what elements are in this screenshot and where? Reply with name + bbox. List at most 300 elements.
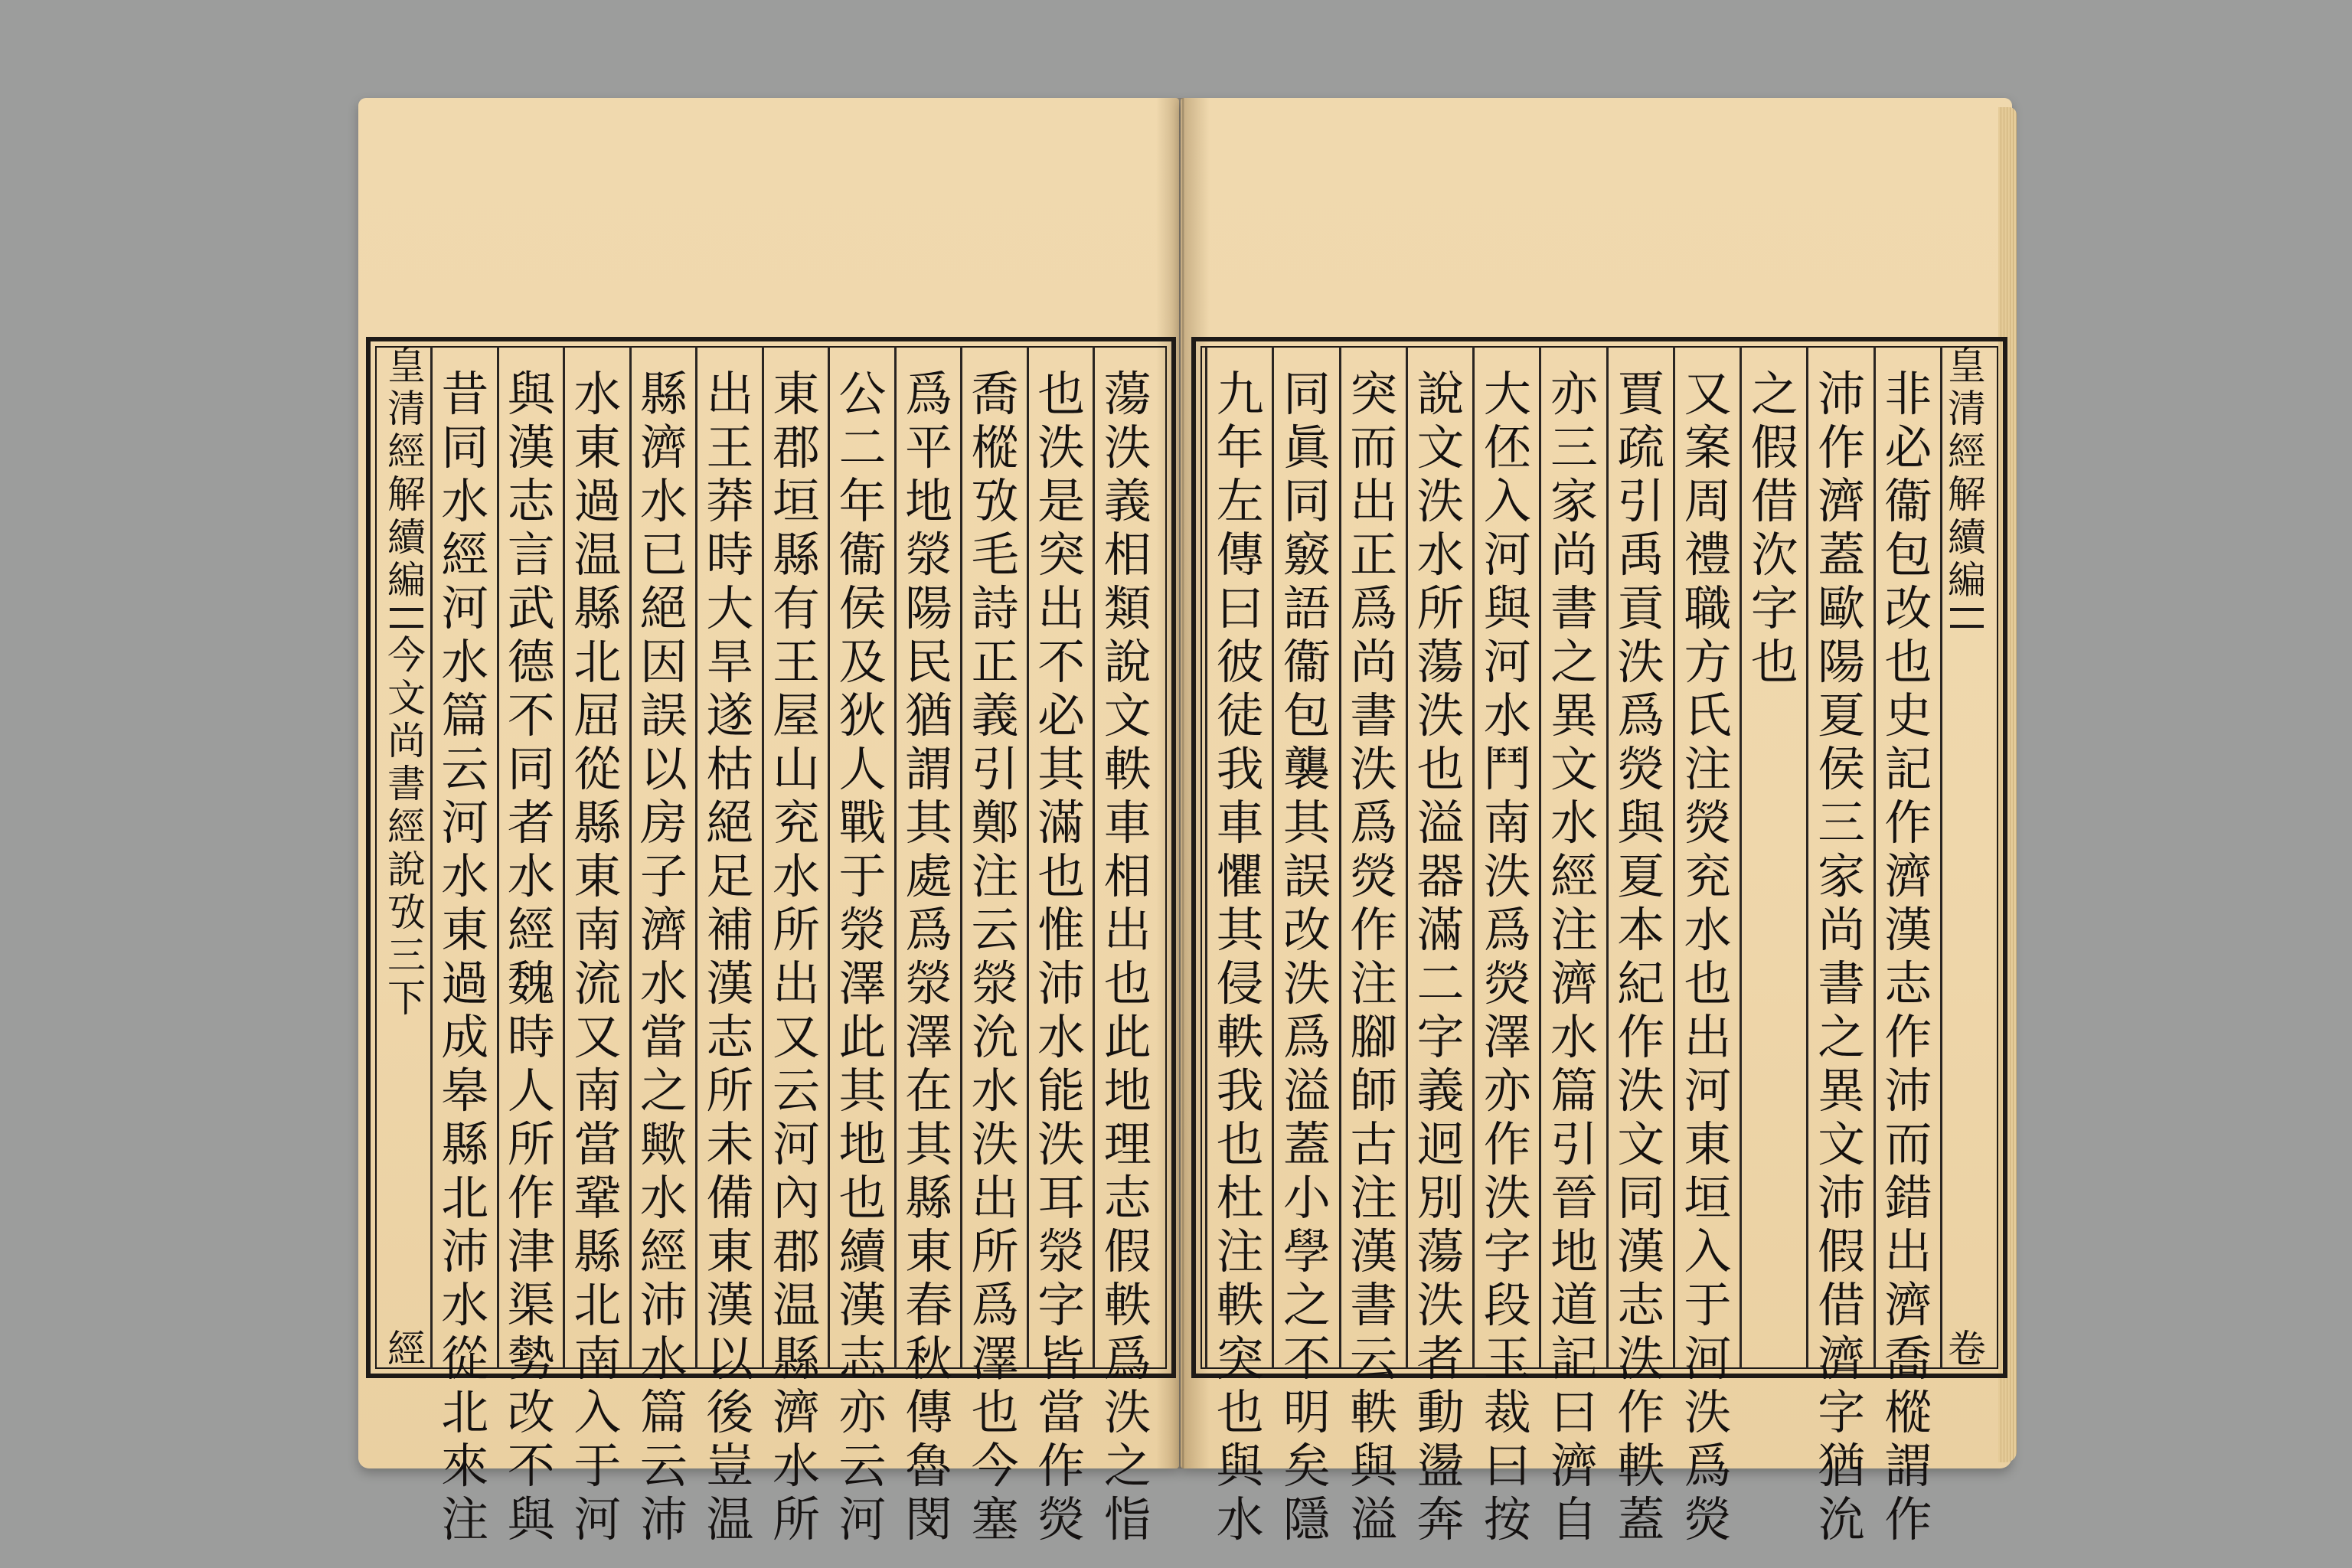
text-column [763, 366, 830, 1547]
glyph: 詩 [971, 580, 1019, 636]
glyph: 蕩 [1103, 366, 1152, 422]
glyph: 熒 [1684, 1491, 1732, 1547]
glyph: 耳 [1037, 1170, 1086, 1226]
glyph: 引 [1617, 473, 1665, 529]
glyph: 篇 [639, 1384, 688, 1440]
glyph: 北 [573, 634, 622, 690]
glyph: 志 [507, 473, 555, 529]
glyph: 矣 [1282, 1438, 1331, 1494]
glyph: 當 [573, 1116, 622, 1172]
glyph: 作 [1617, 1384, 1665, 1440]
glyph: 晉 [1550, 1170, 1598, 1226]
glyph: 入 [1483, 473, 1531, 529]
glyph: 濟 [1550, 1438, 1598, 1494]
glyph: 歐 [1818, 580, 1866, 636]
glyph: 地 [1550, 1223, 1598, 1279]
glyph: 夏 [1818, 688, 1866, 743]
text-column [1474, 366, 1540, 1547]
glyph: 泆 [1483, 848, 1531, 904]
glyph: 所 [971, 1223, 1019, 1279]
glyph: 裁 [1483, 1384, 1531, 1440]
glyph: 經 [1948, 430, 1986, 474]
glyph: 所 [1416, 580, 1465, 636]
glyph: 言 [507, 527, 555, 583]
glyph: 又 [573, 1009, 622, 1065]
glyph: 時 [507, 1009, 555, 1065]
glyph: 惟 [1037, 902, 1086, 958]
glyph: 秋 [905, 1331, 953, 1387]
glyph: 經 [639, 1223, 688, 1279]
glyph: 出 [772, 956, 820, 1011]
glyph: 亦 [1550, 366, 1598, 422]
glyph: 出 [1037, 580, 1086, 636]
glyph: 閔 [905, 1491, 953, 1547]
glyph: 河 [1483, 527, 1531, 583]
glyph: 泆 [1037, 1116, 1086, 1172]
glyph: 于 [1684, 1277, 1732, 1333]
glyph: 作 [1350, 902, 1398, 958]
glyph: 文 [1550, 741, 1598, 797]
glyph: 明 [1282, 1384, 1331, 1440]
glyph: 澤 [971, 1331, 1019, 1387]
glyph: 遂 [706, 688, 754, 743]
glyph: 曰 [1483, 1438, 1531, 1494]
glyph: 入 [573, 1384, 622, 1440]
glyph: 爲 [1103, 1331, 1152, 1387]
glyph: 蓋 [1617, 1491, 1665, 1547]
glyph: 水 [1550, 795, 1598, 851]
glyph: 注 [441, 1491, 489, 1547]
glyph: 兖 [1684, 848, 1732, 904]
glyph: 以 [706, 1331, 754, 1387]
glyph: 魏 [507, 956, 555, 1011]
glyph: 勢 [507, 1331, 555, 1387]
glyph: 義 [1103, 473, 1152, 529]
glyph: 伾 [1483, 420, 1531, 475]
glyph: 小 [1282, 1170, 1331, 1226]
glyph: 注 [1216, 1223, 1264, 1279]
glyph: 大 [706, 580, 754, 636]
glyph: 三 [387, 933, 426, 978]
glyph: 借 [1818, 1277, 1866, 1333]
glyph: 也 [1750, 634, 1798, 690]
glyph: 蓋 [1282, 1116, 1331, 1172]
glyph: 也 [971, 1384, 1019, 1440]
glyph: 也 [1216, 1116, 1264, 1172]
glyph: 軼 [1103, 741, 1152, 797]
glyph: 泆 [1037, 420, 1086, 475]
glyph: 云 [1350, 1331, 1398, 1387]
glyph: 亦 [1483, 1063, 1531, 1119]
glyph: 熒 [1350, 848, 1398, 904]
glyph: 衞 [1884, 473, 1932, 529]
glyph: 續 [387, 515, 426, 560]
glyph: 襲 [1282, 741, 1331, 797]
glyph: 皇 [387, 344, 426, 388]
glyph: 記 [1884, 741, 1932, 797]
glyph: 東 [772, 366, 820, 422]
glyph: 濟 [639, 902, 688, 958]
glyph: 改 [507, 1384, 555, 1440]
glyph: 彼 [1216, 634, 1264, 690]
glyph: 水 [1550, 1009, 1598, 1065]
glyph: 縣 [639, 366, 688, 422]
glyph: 解 [1948, 472, 1986, 517]
glyph: 水 [1416, 527, 1465, 583]
glyph: 南 [573, 1063, 622, 1119]
glyph: 河 [441, 795, 489, 851]
glyph: 人 [838, 741, 887, 797]
glyph: 語 [1282, 580, 1331, 636]
glyph: 鬥 [1483, 741, 1531, 797]
glyph: 之 [1103, 1438, 1152, 1494]
glyph: 篇 [441, 688, 489, 743]
glyph: 攷 [971, 473, 1019, 529]
text-column [1674, 366, 1741, 1547]
glyph: 尚 [1818, 902, 1866, 958]
glyph: 左 [1216, 473, 1264, 529]
glyph: 是 [1037, 473, 1086, 529]
glyph: 泆 [1483, 1170, 1531, 1226]
glyph: 其 [1037, 741, 1086, 797]
glyph: 漢 [706, 956, 754, 1011]
glyph: 經 [387, 805, 426, 849]
glyph: 當 [639, 1009, 688, 1065]
glyph: 謂 [905, 741, 953, 797]
glyph: 爲 [1617, 688, 1665, 743]
glyph: 清 [1948, 387, 1986, 431]
glyph: 必 [1884, 420, 1932, 475]
glyph: 于 [573, 1438, 622, 1494]
glyph: 云 [639, 1438, 688, 1494]
glyph: 注 [1684, 741, 1732, 797]
glyph: 書 [1550, 580, 1598, 636]
glyph: 春 [905, 1277, 953, 1333]
glyph: 本 [1617, 902, 1665, 958]
glyph: 作 [1617, 1009, 1665, 1065]
glyph: 與 [507, 1491, 555, 1547]
glyph: 同 [1282, 473, 1331, 529]
glyph: 陽 [1818, 634, 1866, 690]
glyph: 于 [838, 848, 887, 904]
glyph: 備 [706, 1170, 754, 1226]
glyph: 腳 [1350, 1009, 1398, 1065]
glyph: 段 [1483, 1277, 1531, 1333]
glyph: 云 [441, 741, 489, 797]
glyph: 其 [905, 1116, 953, 1172]
glyph: 濟 [639, 420, 688, 475]
glyph: 房 [639, 795, 688, 851]
glyph: 水 [639, 1331, 688, 1387]
glyph: 文 [1818, 1116, 1866, 1172]
glyph: 軼 [1617, 1438, 1665, 1494]
glyph: 同 [1282, 366, 1331, 422]
glyph: 懼 [1216, 848, 1264, 904]
glyph: 東 [441, 902, 489, 958]
glyph: 又 [1684, 366, 1732, 422]
glyph: 之 [1550, 634, 1598, 690]
glyph: 三 [1550, 420, 1598, 475]
glyph: 師 [1350, 1063, 1398, 1119]
text-column [1028, 366, 1095, 1547]
glyph: 出 [1684, 1009, 1732, 1065]
glyph: 作 [1884, 795, 1932, 851]
glyph: 此 [1103, 1009, 1152, 1065]
glyph: 引 [971, 741, 1019, 797]
glyph: 其 [1282, 795, 1331, 851]
glyph: 狄 [838, 688, 887, 743]
glyph: 之 [1750, 366, 1798, 422]
glyph: 滎 [971, 956, 1019, 1011]
glyph: 義 [971, 688, 1019, 743]
glyph: 水 [1483, 688, 1531, 743]
glyph: 縣 [573, 795, 622, 851]
glyph: 相 [1103, 527, 1152, 583]
glyph: 沛 [1818, 1170, 1866, 1226]
glyph: 泆 [1617, 1063, 1665, 1119]
glyph: 熒 [1684, 795, 1732, 851]
glyph: 曰 [1550, 1384, 1598, 1440]
glyph: 水 [971, 1063, 1019, 1119]
glyph: 武 [507, 580, 555, 636]
glyph: 河 [1684, 1331, 1732, 1387]
glyph: 滿 [1037, 795, 1086, 851]
glyph: 泆 [971, 1116, 1019, 1172]
glyph: 未 [706, 1116, 754, 1172]
glyph: 注 [1550, 902, 1598, 958]
glyph: 温 [573, 527, 622, 583]
glyph: 正 [971, 634, 1019, 690]
glyph: 志 [1103, 1170, 1152, 1226]
glyph: 出 [1350, 473, 1398, 529]
glyph: 作 [507, 1170, 555, 1226]
glyph: 字 [1416, 1009, 1465, 1065]
glyph: 史 [1884, 688, 1932, 743]
glyph: 書 [1818, 956, 1866, 1011]
glyph: 水 [441, 634, 489, 690]
glyph: 盪 [1416, 1438, 1465, 1494]
glyph: 人 [507, 1063, 555, 1119]
glyph: 爲 [1483, 902, 1531, 958]
glyph: 今 [387, 633, 426, 678]
glyph: 貢 [1617, 580, 1665, 636]
glyph: 續 [1948, 515, 1986, 560]
glyph: 東 [1684, 1116, 1732, 1172]
glyph: 與 [507, 366, 555, 422]
glyph: 所 [772, 1491, 820, 1547]
glyph: 我 [1216, 1063, 1264, 1119]
glyph: 泆 [1617, 634, 1665, 690]
glyph: 濟 [1884, 848, 1932, 904]
glyph: 從 [573, 741, 622, 797]
glyph: 戰 [838, 795, 887, 851]
glyph: 車 [1103, 795, 1152, 851]
glyph: 縣 [772, 1331, 820, 1387]
glyph: 非 [1884, 366, 1932, 422]
glyph: 昔 [441, 366, 489, 422]
glyph: 也 [1216, 1384, 1264, 1440]
fishtail-mark [390, 608, 423, 628]
text-column [631, 366, 697, 1547]
glyph: 與 [1216, 1438, 1264, 1494]
glyph: 絕 [706, 795, 754, 851]
glyph: 而 [1350, 420, 1398, 475]
glyph: 文 [387, 676, 426, 720]
glyph: 相 [1103, 848, 1152, 904]
glyph: 水 [441, 1277, 489, 1333]
glyph: 編 [387, 558, 426, 603]
glyph: 奔 [1416, 1491, 1465, 1547]
glyph: 與 [1350, 1438, 1398, 1494]
glyph: 書 [1350, 1277, 1398, 1333]
margin-title [381, 345, 432, 1370]
glyph: 屋 [772, 688, 820, 743]
glyph: 與 [1483, 580, 1531, 636]
glyph: 云 [772, 1063, 820, 1119]
glyph: 異 [1818, 1063, 1866, 1119]
glyph: 滎 [905, 527, 953, 583]
glyph: 水 [639, 1170, 688, 1226]
glyph: 編 [1948, 558, 1986, 603]
glyph: 經 [387, 430, 426, 474]
glyph: 鄭 [971, 795, 1019, 851]
glyph: 蕩 [1416, 1223, 1465, 1279]
glyph: 河 [838, 1491, 887, 1547]
glyph: 泆 [1416, 688, 1465, 743]
glyph: 攷 [387, 890, 426, 935]
glyph: 解 [387, 472, 426, 517]
glyph: 漢 [706, 1277, 754, 1333]
glyph: 漢 [1617, 1223, 1665, 1279]
glyph: 已 [639, 527, 688, 583]
glyph: 樅 [971, 420, 1019, 475]
glyph: 字 [1037, 1277, 1086, 1333]
glyph: 同 [441, 420, 489, 475]
glyph: 案 [1684, 420, 1732, 475]
text-column [498, 366, 565, 1547]
fishtail-mark [1950, 608, 1984, 628]
glyph: 家 [1550, 473, 1598, 529]
glyph: 鞏 [573, 1170, 622, 1226]
glyph: 突 [1350, 366, 1398, 422]
glyph: 之 [1282, 1277, 1331, 1333]
glyph: 喬 [1884, 1331, 1932, 1387]
glyph: 縣 [772, 527, 820, 583]
glyph: 漢 [1350, 1223, 1398, 1279]
glyph: 志 [1617, 1277, 1665, 1333]
glyph: 濟 [1818, 1331, 1866, 1387]
glyph: 東 [573, 420, 622, 475]
glyph: 豈 [706, 1438, 754, 1494]
glyph: 平 [905, 420, 953, 475]
glyph: 猶 [905, 688, 953, 743]
glyph: 所 [772, 902, 820, 958]
glyph: 包 [1884, 527, 1932, 583]
glyph: 水 [639, 956, 688, 1011]
glyph: 尚 [387, 719, 426, 763]
glyph: 說 [1103, 634, 1152, 690]
glyph: 志 [838, 1331, 887, 1387]
glyph: 能 [1037, 1063, 1086, 1119]
glyph: 器 [1416, 848, 1465, 904]
glyph: 注 [971, 848, 1019, 904]
glyph: 借 [1750, 473, 1798, 529]
glyph: 漢 [838, 1277, 887, 1333]
glyph: 溢 [1416, 795, 1465, 851]
glyph: 泆 [1617, 1331, 1665, 1387]
glyph: 在 [905, 1063, 953, 1119]
glyph: 縣 [573, 1223, 622, 1279]
glyph: 字 [1750, 580, 1798, 636]
glyph: 字 [1483, 1223, 1531, 1279]
glyph: 云 [971, 902, 1019, 958]
text-column [1341, 366, 1407, 1547]
glyph: 九 [1216, 366, 1264, 422]
glyph: 徒 [1216, 688, 1264, 743]
glyph: 隱 [1282, 1491, 1331, 1547]
glyph: 出 [1884, 1223, 1932, 1279]
glyph: 成 [441, 1009, 489, 1065]
glyph: 水 [1037, 1009, 1086, 1065]
glyph: 王 [772, 634, 820, 690]
glyph: 謂 [1884, 1438, 1932, 1494]
glyph: 出 [971, 1170, 1019, 1226]
glyph: 假 [1750, 420, 1798, 475]
text-column [1540, 366, 1607, 1547]
glyph: 家 [1818, 848, 1866, 904]
glyph: 泆 [1416, 473, 1465, 529]
glyph: 爲 [1350, 580, 1398, 636]
glyph: 下 [387, 976, 426, 1021]
glyph: 氏 [1684, 688, 1732, 743]
glyph: 地 [905, 473, 953, 529]
glyph: 亦 [838, 1384, 887, 1440]
glyph: 及 [838, 634, 887, 690]
glyph: 地 [1103, 1063, 1152, 1119]
glyph: 沛 [639, 1277, 688, 1333]
glyph: 不 [1037, 634, 1086, 690]
text-column [962, 366, 1028, 1547]
glyph: 泆 [1684, 1384, 1732, 1440]
text-column [432, 366, 498, 1547]
glyph: 篇 [1550, 1063, 1598, 1119]
glyph: 動 [1416, 1384, 1465, 1440]
glyph: 又 [772, 1009, 820, 1065]
glyph: 玉 [1483, 1331, 1531, 1387]
glyph: 年 [838, 473, 887, 529]
glyph: 卷 [1948, 1327, 1986, 1371]
glyph: 方 [1684, 634, 1732, 690]
glyph: 東 [706, 1223, 754, 1279]
glyph: 水 [1684, 902, 1732, 958]
glyph: 傳 [1216, 527, 1264, 583]
glyph: 之 [639, 1063, 688, 1119]
glyph: 澤 [905, 1009, 953, 1065]
glyph: 文 [1416, 420, 1465, 475]
glyph: 作 [1483, 1116, 1531, 1172]
glyph: 志 [706, 1009, 754, 1065]
glyph: 也 [1037, 366, 1086, 422]
glyph: 熒 [1483, 956, 1531, 1011]
glyph: 尚 [1550, 527, 1598, 583]
glyph: 地 [838, 1116, 887, 1172]
glyph: 書 [387, 762, 426, 806]
glyph: 濟 [1550, 956, 1598, 1011]
glyph: 軼 [1216, 1009, 1264, 1065]
glyph: 有 [772, 580, 820, 636]
glyph: 子 [639, 848, 688, 904]
glyph: 過 [573, 473, 622, 529]
